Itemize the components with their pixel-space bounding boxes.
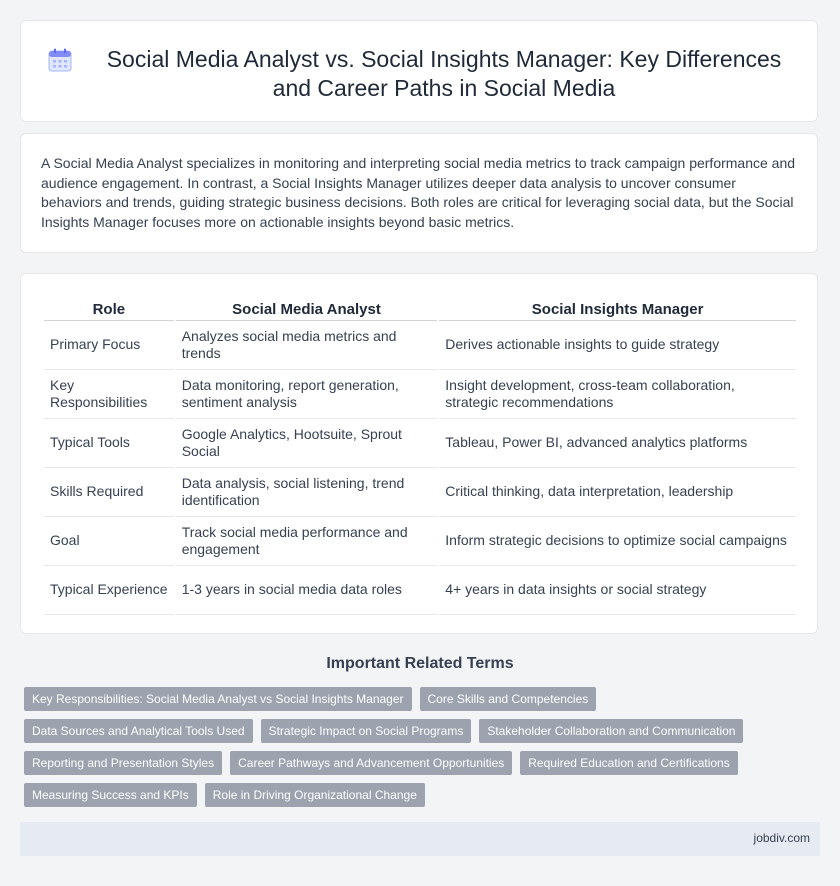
header-social-media-analyst: Social Media Analyst: [176, 294, 438, 321]
analyst-cell: Analyzes social media metrics and trends: [176, 321, 438, 370]
table-header-row: [44, 294, 796, 321]
analyst-cell: 1-3 years in social media data roles: [176, 566, 438, 615]
analyst-cell: Data analysis, social listening, trend identification: [176, 468, 438, 517]
title-wrap: [47, 45, 797, 103]
footer: [20, 822, 820, 856]
related-term-tag[interactable]: Stakeholder Collaboration and Communication: [479, 719, 743, 743]
related-term-tag[interactable]: Key Responsibilities: Social Media Analyst vs Social Insights Manager: [24, 687, 412, 711]
page-title: Social Media Analyst vs. Social Insights Manager: Key Differences and Career Paths in Social Media: [106, 46, 782, 101]
footer-source-link[interactable]: jobdiv.com: [753, 831, 810, 845]
calendar-icon: [47, 47, 73, 73]
row-label: Primary Focus: [44, 321, 174, 370]
table-row: [44, 370, 796, 419]
row-label: Goal: [44, 517, 174, 566]
analyst-cell: Google Analytics, Hootsuite, Sprout Social: [176, 419, 438, 468]
table-row: [44, 321, 796, 370]
manager-cell: 4+ years in data insights or social strategy: [439, 566, 796, 615]
intro-card: [20, 133, 818, 253]
intro-paragraph: A Social Media Analyst specializes in monitoring and interpreting social media metrics to track campaign performance and audience engagement. In contrast, a Social Insights Manager utilizes deeper data analysis to uncover consumer behaviors and trends, guiding strategic business decisions. Both roles are critical for leveraging social data, but the Social Insights Manager focuses more on actionable insights beyond basic metrics.: [41, 155, 796, 230]
related-term-tag[interactable]: Data Sources and Analytical Tools Used: [24, 719, 253, 743]
manager-cell: Critical thinking, data interpretation, leadership: [439, 468, 796, 517]
row-label: Typical Tools: [44, 419, 174, 468]
header-card: [20, 20, 818, 122]
manager-cell: Derives actionable insights to guide strategy: [439, 321, 796, 370]
header-social-insights-manager: Social Insights Manager: [439, 294, 796, 321]
related-terms-title: Important Related Terms: [326, 655, 514, 672]
table-row: [44, 468, 796, 517]
related-term-tag[interactable]: Measuring Success and KPIs: [24, 783, 197, 807]
analyst-cell: Data monitoring, report generation, sentiment analysis: [176, 370, 438, 419]
manager-cell: Insight development, cross-team collaboration, strategic recommendations: [439, 370, 796, 419]
related-term-tag[interactable]: Strategic Impact on Social Programs: [261, 719, 472, 743]
related-term-tag[interactable]: Role in Driving Organizational Change: [205, 783, 425, 807]
manager-cell: Inform strategic decisions to optimize social campaigns: [439, 517, 796, 566]
comparison-table: [42, 294, 798, 615]
table-row: [44, 517, 796, 566]
table-row: [44, 566, 796, 615]
related-terms-list: [24, 687, 804, 807]
related-term-tag[interactable]: Core Skills and Competencies: [420, 687, 597, 711]
row-label: Skills Required: [44, 468, 174, 517]
related-term-tag[interactable]: Required Education and Certifications: [520, 751, 737, 775]
comparison-card: [20, 273, 818, 634]
row-label: Typical Experience: [44, 566, 174, 615]
related-term-tag[interactable]: Reporting and Presentation Styles: [24, 751, 222, 775]
row-label: Key Responsibilities: [44, 370, 174, 419]
header-role: Role: [44, 294, 174, 321]
table-row: [44, 419, 796, 468]
analyst-cell: Track social media performance and engagement: [176, 517, 438, 566]
related-term-tag[interactable]: Career Pathways and Advancement Opportunities: [230, 751, 512, 775]
manager-cell: Tableau, Power BI, advanced analytics platforms: [439, 419, 796, 468]
